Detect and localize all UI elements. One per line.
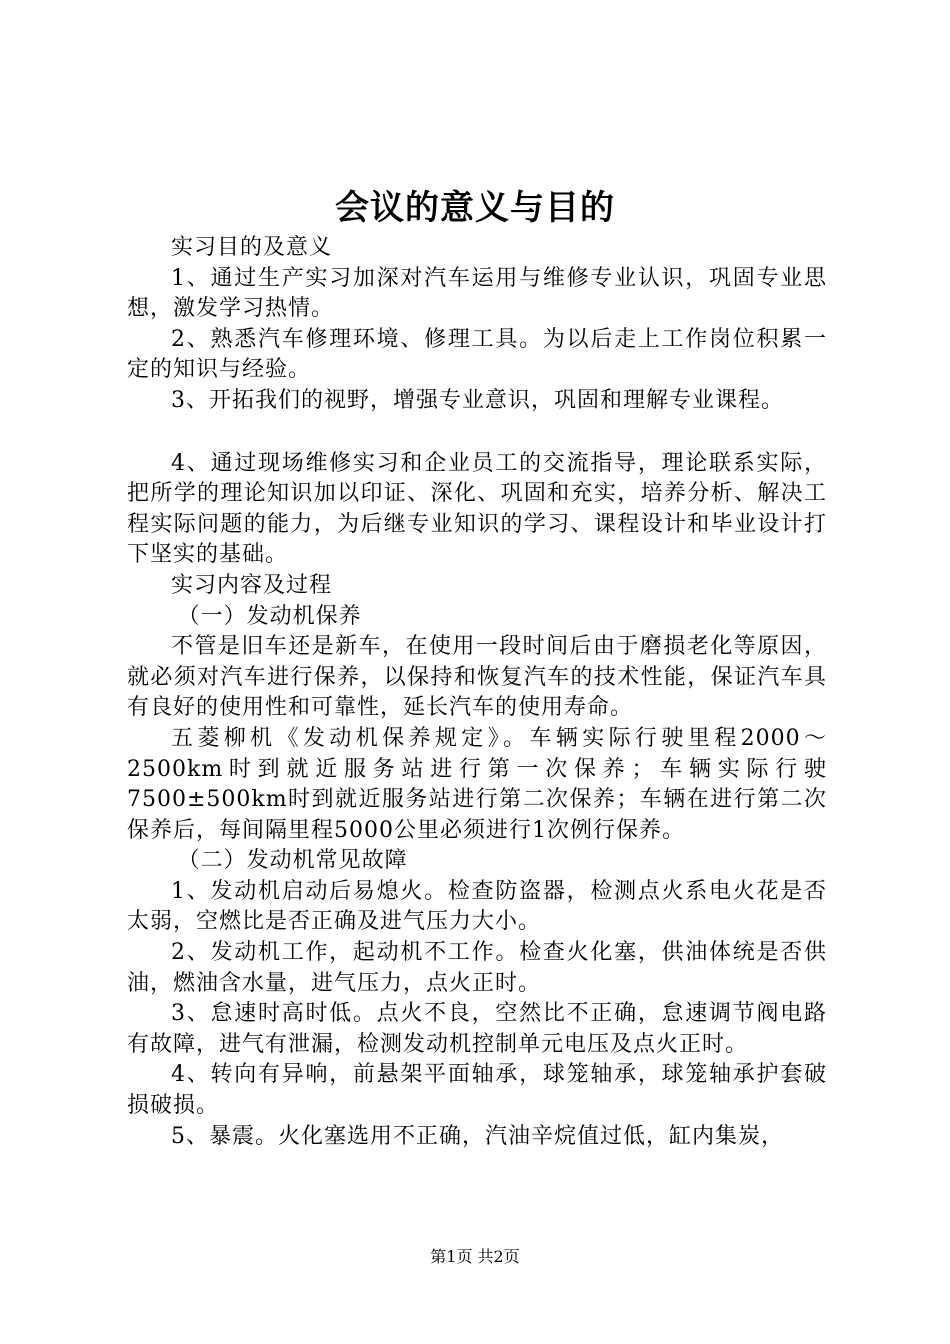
section-heading-engine-faults: （二）发动机常见故障 — [177, 848, 408, 874]
paragraph-maintenance-intro: 不管是旧车还是新车，在使用一段时间后由于磨损老化等原因，就必须对汽车进行保养，以保持和恢复汽车的技术性能，保证汽车具有良好的使用性和可靠性，延长汽车的使用寿命。 — [127, 634, 827, 721]
paragraph-fault-4: 4、转向有异响，前悬架平面轴承，球笼轴承，球笼轴承护套破损破损。 — [127, 1062, 827, 1119]
paragraph-fault-1: 1、发动机启动后易熄火。检查防盗器，检测点火系电火花是否太弱，空燃比是否正确及进气压力大小。 — [127, 878, 827, 935]
paragraph-fault-3: 3、怠速时高时低。点火不良，空然比不正确，怠速调节阀电路有故障，进气有泄漏，检测发动机控制单元电压及点火正时。 — [127, 1001, 827, 1057]
paragraph-maintenance-rules: 五菱柳机《发动机保养规定》。车辆实际行驶里程2000～2500km时到就近服务站进行第一次保养；车辆实际行驶7500±500km时到就近服务站进行第二次保养；车辆在进行第二次保养后，每间隔里程5000公里必须进行1次例行保养。 — [127, 725, 827, 843]
paragraph-purpose-1: 1、通过生产实习加深对汽车运用与维修专业认识，巩固专业思想，激发学习热情。 — [127, 265, 827, 322]
section-heading-engine-maintenance: （一）发动机保养 — [177, 603, 362, 629]
page-number-footer: 第1页 共2页 — [430, 1247, 520, 1266]
paragraph-fault-2: 2、发动机工作，起动机不工作。检查火化塞，供油体统是否供油，燃油含水量，进气压力，点火正时。 — [127, 940, 827, 996]
paragraph-purpose-heading: 实习目的及意义 — [171, 235, 333, 260]
paragraph-fault-5: 5、暴震。火化塞选用不正确，汽油辛烷值过低，缸内集炭， — [171, 1123, 784, 1149]
paragraph-purpose-2: 2、熟悉汽车修理环境、修理工具。为以后走上工作岗位积累一定的知识与经验。 — [127, 326, 827, 383]
paragraph-purpose-4: 4、通过现场维修实习和企业员工的交流指导，理论联系实际，把所学的理论知识加以印证、深化、巩固和充实，培养分析、解决工程实际问题的能力，为后继专业知识的学习、课程设计和毕业设计打下坚实的基础。 — [127, 450, 827, 568]
paragraph-content-heading: 实习内容及过程 — [171, 572, 333, 598]
document-body — [127, 233, 827, 1152]
paragraph-purpose-3: 3、开拓我们的视野，增强专业意识，巩固和理解专业课程。 — [171, 387, 784, 413]
document-title: 会议的意义与目的 — [335, 188, 615, 228]
